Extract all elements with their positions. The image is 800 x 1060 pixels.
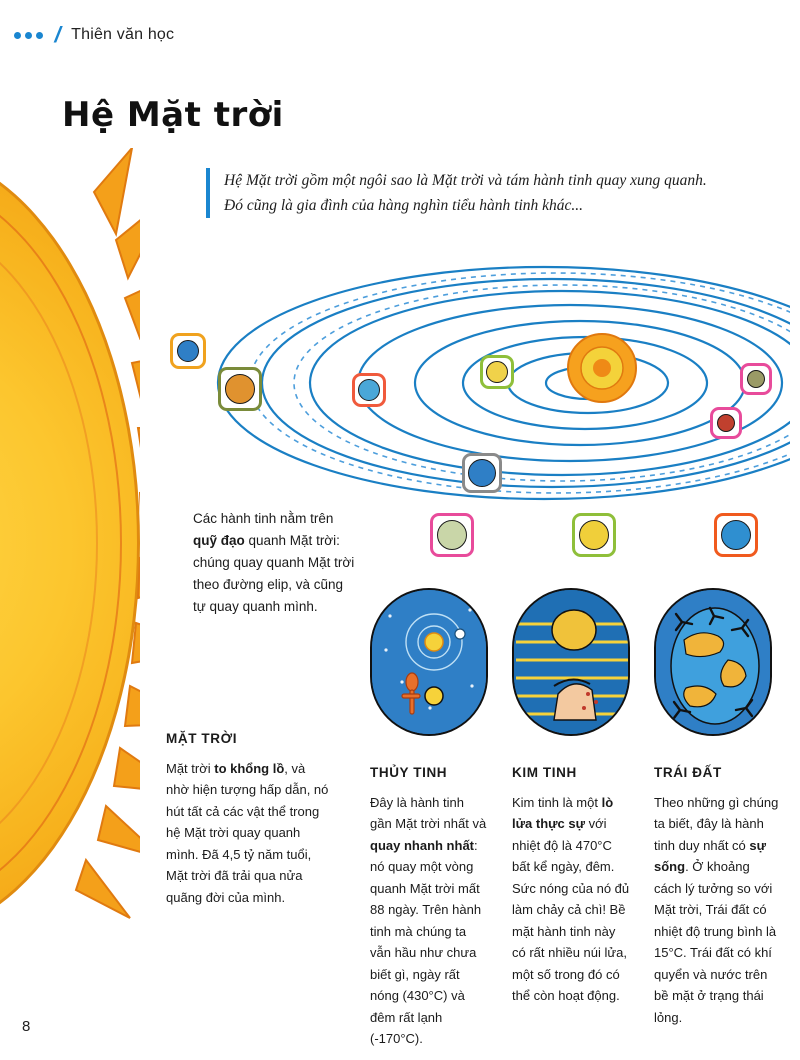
planet-chip-earth-row bbox=[714, 513, 758, 557]
body-venus-part1: Kim tinh là một bbox=[512, 794, 602, 810]
page-number: 8 bbox=[22, 1018, 31, 1035]
planet-chip-saturn-body bbox=[225, 374, 255, 404]
orbit-caption-text-1: Các hành tinh nằm trên bbox=[193, 511, 334, 526]
planet-row bbox=[430, 513, 760, 573]
card-earth-illustration bbox=[654, 588, 772, 736]
column-earth bbox=[654, 762, 779, 1028]
body-sun-part2: , và nhờ hiện tượng hấp dẫn, nó hút tất cả các vật thể trong hệ Mặt trời quay quanh mình. Đã 4,5 tỷ năm tuổi, Mặt trời đã trải qua nửa quãng đời của mình. bbox=[166, 760, 329, 905]
column-sun bbox=[166, 728, 331, 908]
orbit-caption-bold: quỹ đạo bbox=[193, 533, 245, 548]
body-earth-part2: . Ở khoảng cách lý tưởng so với Mặt trời, Trái đất có nhiệt độ trung bình là 15°C. Trái đất có khí quyển và nước trên bề mặt ở trạng thái lỏng. bbox=[654, 859, 777, 1025]
heading-mercury: THỦY TINH bbox=[370, 765, 448, 780]
planet-chip-mars bbox=[710, 407, 742, 439]
column-venus bbox=[512, 762, 630, 1007]
intro-block bbox=[206, 168, 726, 218]
planet-chip-saturn bbox=[218, 367, 262, 411]
orbit-caption-text-2: quanh Mặt trời: chúng quay quanh Mặt trời theo đường elip, và cũng tự quay quanh mình. bbox=[193, 533, 355, 614]
card-venus-illustration bbox=[512, 588, 630, 736]
heading-earth: TRÁI ĐẤT bbox=[654, 765, 722, 780]
three-dots-icon bbox=[14, 32, 43, 39]
planet-chip-venus-row bbox=[572, 513, 616, 557]
planet-chip-uranus bbox=[352, 373, 386, 407]
orbit-caption bbox=[193, 508, 358, 618]
planet-chip-neptune-body bbox=[177, 340, 199, 362]
body-mercury-bold: quay nhanh nhất bbox=[370, 837, 474, 853]
planet-chip-venus-row-body bbox=[579, 520, 609, 550]
body-sun-bold: to khổng lồ bbox=[214, 760, 285, 776]
sun-center-icon bbox=[568, 334, 636, 402]
planet-chip-mercury-row-body bbox=[437, 520, 467, 550]
column-mercury bbox=[370, 762, 488, 1050]
planet-chip-jupiter-body bbox=[486, 361, 508, 383]
intro-line-1: Hệ Mặt trời gồm một ngôi sao là Mặt trời và tám hành tinh quay xung quanh. bbox=[224, 172, 707, 189]
card-mercury-illustration bbox=[370, 588, 488, 736]
illustration-cards bbox=[370, 588, 770, 738]
body-mercury bbox=[370, 792, 488, 1050]
body-mercury-part1: Đây là hành tinh gần Mặt trời nhất và bbox=[370, 794, 487, 831]
section-label: Thiên văn học bbox=[71, 26, 175, 43]
planet-chip-mercury-body bbox=[747, 370, 765, 388]
body-earth-part1: Theo những gì chúng ta biết, đây là hành tinh duy nhất có bbox=[654, 794, 779, 853]
page-title: Hệ Mặt trời bbox=[62, 95, 284, 135]
body-venus bbox=[512, 792, 630, 1007]
breadcrumb bbox=[14, 24, 174, 46]
planet-chip-mars-body bbox=[717, 414, 735, 432]
body-mercury-part2: : nó quay một vòng quanh Mặt trời mất 88 ngày. Trên hành tinh mà chúng ta vẫn hầu như chưa biết gì, ngày rất nóng (430°C) và đêm rất lạnh (-170°C). bbox=[370, 837, 482, 1046]
sun-flames-icon bbox=[0, 148, 140, 938]
sun-illustration bbox=[0, 148, 140, 938]
planet-chip-earth2 bbox=[462, 453, 502, 493]
heading-venus: KIM TINH bbox=[512, 765, 577, 780]
planet-chip-mercury bbox=[740, 363, 772, 395]
planet-chip-neptune bbox=[170, 333, 206, 369]
planet-chip-jupiter bbox=[480, 355, 514, 389]
planet-chip-earth2-body bbox=[468, 459, 496, 487]
body-earth-bold: sự sống bbox=[654, 837, 767, 874]
body-venus-bold: lò lửa thực sự bbox=[512, 794, 614, 831]
planet-chip-uranus-body bbox=[358, 379, 380, 401]
body-sun bbox=[166, 758, 331, 909]
orbit-diagram bbox=[170, 255, 790, 515]
body-earth bbox=[654, 792, 779, 1029]
intro-line-2: Đó cũng là gia đình của hàng nghìn tiểu hành tinh khác... bbox=[224, 197, 584, 214]
heading-sun: MẶT TRỜI bbox=[166, 731, 238, 746]
body-sun-part1: Mặt trời bbox=[166, 760, 215, 776]
body-venus-part2: với nhiệt độ là 470°C bất kể ngày, đêm. Sức nóng của nó đủ làm chảy cả chì! Bề mặt hành tinh này có rất nhiều núi lửa, một số trong đó có thể còn hoạt động. bbox=[512, 816, 630, 1003]
planet-chip-mercury-row bbox=[430, 513, 474, 557]
slash-icon: / bbox=[52, 22, 64, 47]
planet-chip-earth-row-body bbox=[721, 520, 751, 550]
